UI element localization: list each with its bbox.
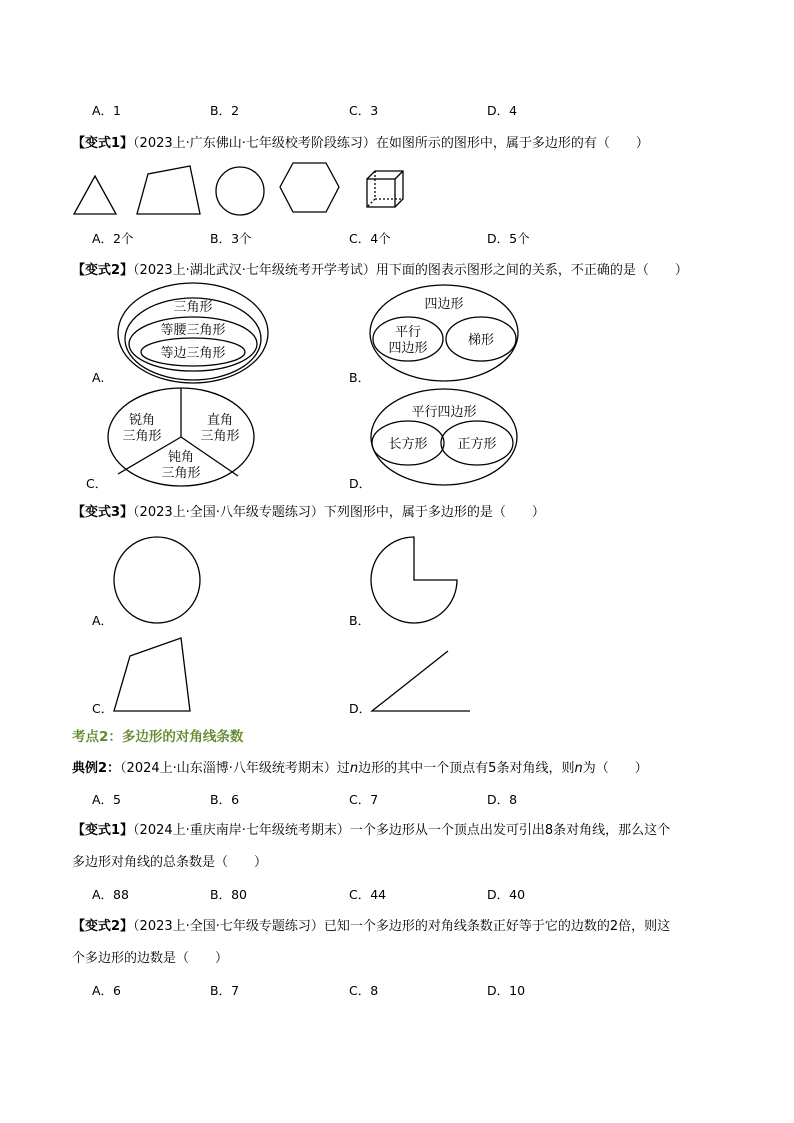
- v4-stem-line1: 一个多边形从一个顶点出发可引出8条对角线，那么这个: [349, 823, 671, 838]
- q0-option-d[interactable]: D．4: [487, 103, 518, 118]
- v3-sector-shape: [371, 537, 457, 623]
- v4-stem-line2: 多边形对角线的总条数是（ ）: [72, 855, 268, 870]
- v5-option-b[interactable]: B．7: [210, 983, 240, 998]
- quadrilateral-shape: [137, 166, 200, 214]
- ex2-option-b[interactable]: B．6: [210, 792, 240, 807]
- fig-c-acute-label-1: 锐角: [128, 413, 156, 428]
- v5-stem-line1: 已知一个多边形的对角线条数正好等于它的边数的2倍，则这: [323, 919, 671, 934]
- fig-b-right-label: 梯形: [467, 333, 495, 348]
- section-2-title: 考点2：多边形的对角线条数: [72, 729, 244, 745]
- v1-option-b[interactable]: B．3个: [210, 231, 252, 246]
- v1-stem: 在如图所示的图形中，属于多边形的有（ ）: [375, 136, 649, 151]
- v1-option-a[interactable]: A．2个: [92, 231, 134, 246]
- v2-tag: 【变式2】: [72, 263, 134, 278]
- v2-stem: 用下面的图表示图形之间的关系，不正确的是（ ）: [375, 263, 688, 278]
- fig-c-right-label-1: 直角: [206, 413, 234, 428]
- fig-b-outer-label: 四边形: [424, 297, 464, 312]
- v3-option-d[interactable]: D．: [349, 701, 372, 716]
- v4-source: （2024上·重庆南岸·七年级统考期末）: [133, 823, 350, 838]
- fig-a-outer-label: 三角形: [173, 300, 213, 315]
- q0-option-c[interactable]: C．3: [349, 103, 379, 118]
- ex2-option-c[interactable]: C．7: [349, 792, 379, 807]
- ex2-source: （2024上·山东淄博·八年级统考期末）: [120, 761, 337, 776]
- cube-shape: [367, 171, 403, 207]
- fig-c-right-label-2: 三角形: [200, 429, 240, 444]
- v2-option-c[interactable]: C．: [86, 476, 108, 491]
- fig-c-acute-label-2: 三角形: [122, 429, 162, 444]
- v5-option-c[interactable]: C．8: [349, 983, 379, 998]
- q0-option-a[interactable]: A．1: [92, 103, 122, 118]
- ex2-tag: 典例2：: [72, 761, 121, 776]
- v4-option-c[interactable]: C．44: [349, 887, 387, 902]
- v5-question-line1: [72, 919, 670, 935]
- v4-tag: 【变式1】: [72, 823, 134, 838]
- ex2-option-d[interactable]: D．8: [487, 792, 518, 807]
- v1-option-c[interactable]: C．4个: [349, 231, 391, 246]
- ex2-var-n-1: n: [349, 761, 359, 776]
- v3-option-c[interactable]: C．: [92, 701, 114, 716]
- v3-option-a[interactable]: A．: [92, 613, 114, 628]
- hexagon-shape: [280, 163, 339, 212]
- v3-tag: 【变式3】: [72, 505, 134, 520]
- ex2-stem-c: 为（ ）: [582, 761, 648, 776]
- ex2-var-n-2: n: [574, 761, 583, 776]
- v2-option-d[interactable]: D．: [349, 476, 372, 491]
- v5-tag: 【变式2】: [72, 919, 134, 934]
- circle-shape: [216, 167, 264, 215]
- v4-option-b[interactable]: B．80: [210, 887, 247, 902]
- ex2-question: [72, 761, 648, 777]
- v1-option-d[interactable]: D．5个: [487, 231, 530, 246]
- v2-question: [72, 263, 688, 279]
- v2-option-b[interactable]: B．: [349, 370, 371, 385]
- q0-option-b[interactable]: B．2: [210, 103, 240, 118]
- fig-b-left-label-2: 四边形: [388, 341, 428, 356]
- fig-a-inner-label: 等边三角形: [160, 346, 226, 361]
- v2-option-a[interactable]: A.: [92, 370, 105, 385]
- v3-quadrilateral-shape: [114, 638, 190, 711]
- fig-a-middle-label: 等腰三角形: [160, 323, 226, 338]
- fig-d-left-label: 长方形: [388, 437, 428, 452]
- ex2-stem-a: 过: [336, 761, 350, 776]
- v4-question-line1: [72, 823, 670, 839]
- fig-b-left-label-1: 平行: [394, 325, 422, 340]
- v3-circle-shape: [114, 537, 200, 623]
- v5-option-a[interactable]: A．6: [92, 983, 122, 998]
- v5-option-d[interactable]: D．10: [487, 983, 526, 998]
- v4-option-a[interactable]: A．88: [92, 887, 129, 902]
- v5-source: （2023上·全国·七年级专题练习）: [133, 919, 324, 934]
- ex2-option-a[interactable]: A．5: [92, 792, 122, 807]
- ex2-stem-b: 边形的其中一个顶点有5条对角线，则: [358, 761, 575, 776]
- v2-source: （2023上·湖北武汉·七年级统考开学考试）: [133, 263, 376, 278]
- fig-d-outer-label: 平行四边形: [411, 405, 477, 420]
- v3-source: （2023上·全国·八年级专题练习）: [133, 505, 324, 520]
- triangle-shape: [74, 176, 116, 214]
- v4-option-d[interactable]: D．40: [487, 887, 526, 902]
- v3-option-b[interactable]: B．: [349, 613, 371, 628]
- v3-angle-shape: [372, 651, 470, 711]
- v3-question: [72, 505, 545, 521]
- v1-tag: 【变式1】: [72, 136, 134, 151]
- fig-c-obtuse-label-1: 钝角: [167, 450, 195, 465]
- v1-source: （2023上·广东佛山·七年级校考阶段练习）: [133, 136, 376, 151]
- v3-stem: 下列图形中，属于多边形的是（ ）: [323, 505, 545, 520]
- v5-stem-line2: 个多边形的边数是（ ）: [72, 951, 229, 966]
- fig-c-obtuse-label-2: 三角形: [161, 466, 201, 481]
- fig-d-right-label: 正方形: [457, 437, 497, 452]
